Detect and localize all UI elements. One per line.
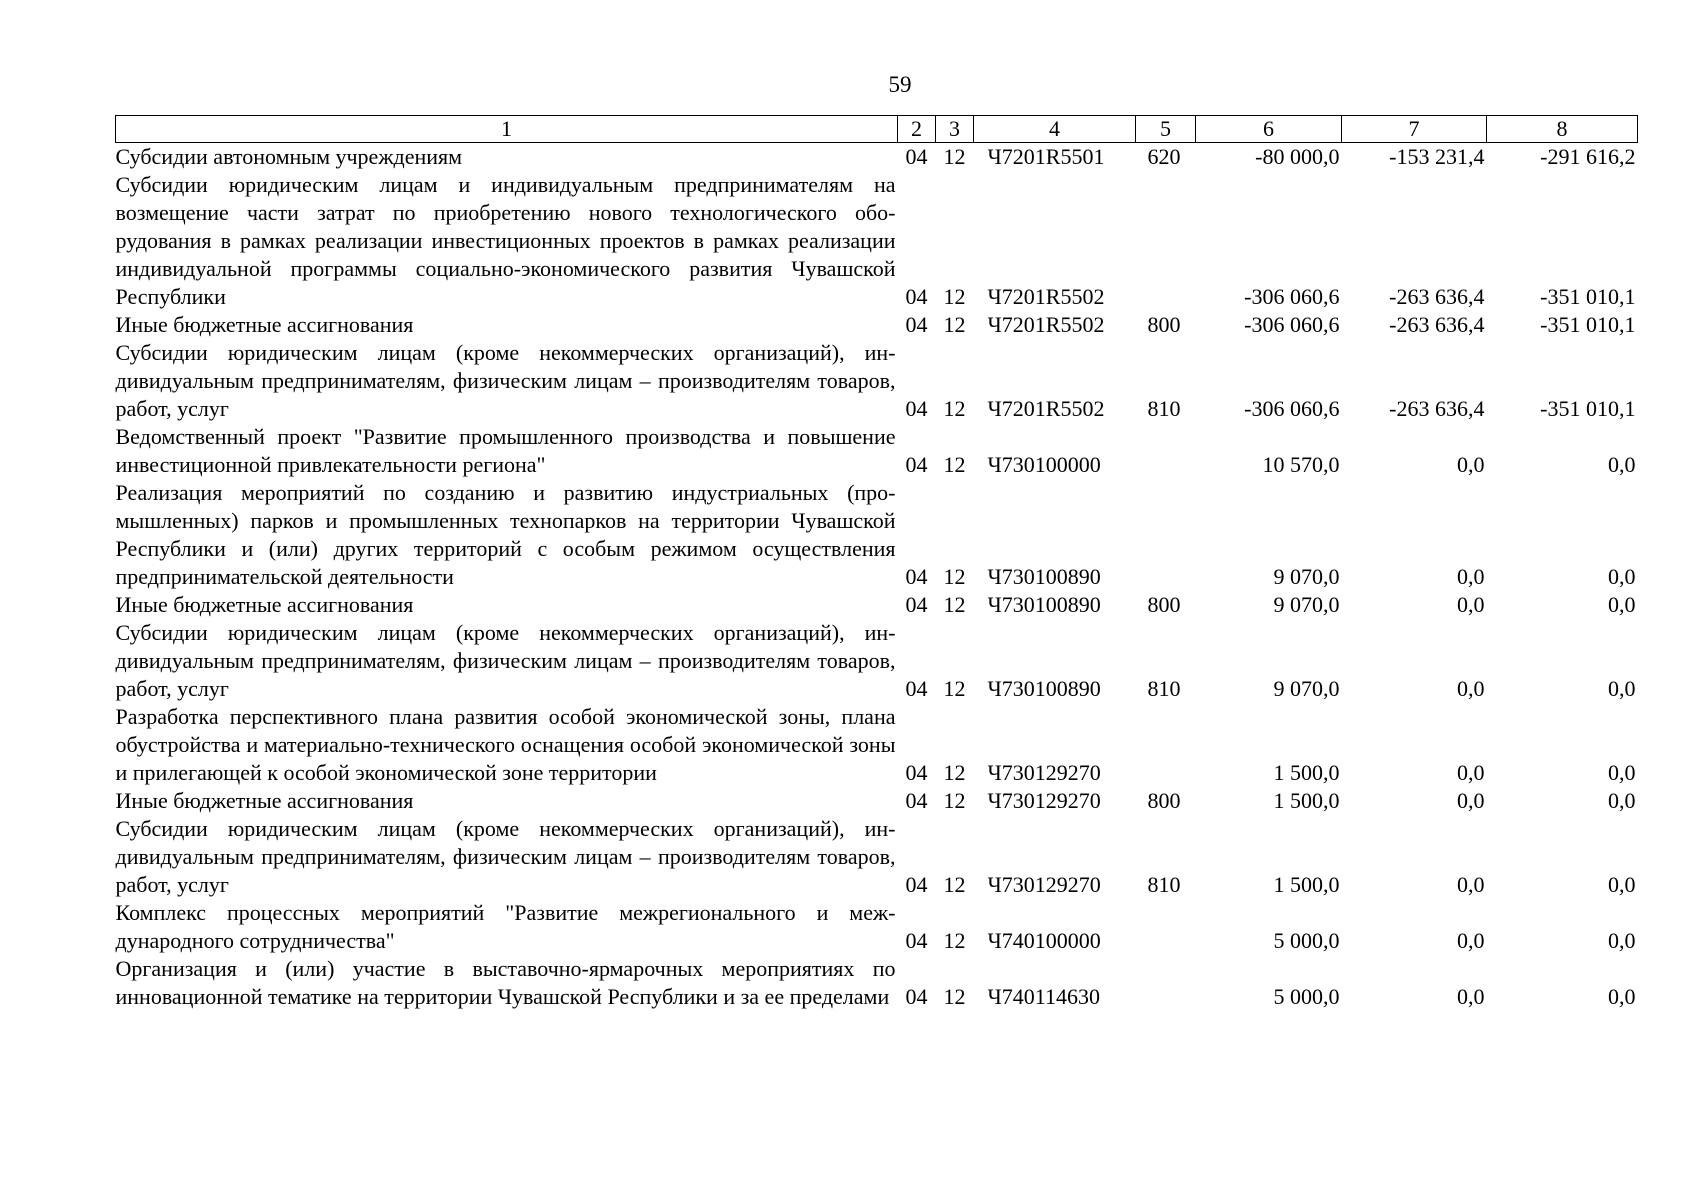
- table-header-row: [116, 116, 1638, 143]
- expense-type-code: [1136, 423, 1196, 479]
- table-row: [116, 815, 1638, 899]
- target-article-code: Ч730100890: [987, 676, 1101, 701]
- amount-col-6: 1 500,0: [1273, 872, 1340, 897]
- amount-col-7: 0,0: [1457, 788, 1485, 813]
- row-name: Иные бюджетные ассигнования: [115, 788, 414, 813]
- row-name: Реализация мероприятий по созданию и развитию индустриальных (промышленных) парков и промышленных технопарков на территории Чувашской Республики и (или) других территорий с особым режимом осуществления предпринимательской деятельности: [115, 480, 896, 589]
- amount-col-6: 9 070,0: [1273, 564, 1340, 589]
- amount-col-7: -263 636,4: [1389, 284, 1485, 309]
- target-article-code: Ч730129270: [987, 760, 1101, 785]
- section-code: 04: [905, 676, 928, 701]
- subsection-code: 12: [943, 452, 966, 477]
- amount-col-8: 0,0: [1608, 564, 1636, 589]
- section-code: 04: [905, 452, 928, 477]
- table-row: [116, 899, 1638, 955]
- expense-type-code: 800: [1147, 788, 1181, 813]
- amount-col-6: 1 500,0: [1273, 788, 1340, 813]
- page-number: 59: [888, 72, 912, 97]
- expense-type-code: 620: [1147, 144, 1181, 169]
- subsection-code: 12: [943, 564, 966, 589]
- row-name: Организация и (или) участие в выставочно-ярмарочных мероприятиях по инновационной тематике на территории Чувашской Республики и за ее пределами: [115, 956, 896, 1009]
- amount-col-6: -306 060,6: [1244, 396, 1340, 421]
- target-article-code: Ч7201R5502: [987, 312, 1105, 337]
- amount-col-6: 10 570,0: [1262, 452, 1340, 477]
- target-article-code: Ч7201R5502: [987, 396, 1105, 421]
- section-code: 04: [905, 396, 928, 421]
- target-article-code: Ч730100890: [987, 564, 1101, 589]
- amount-col-7: 0,0: [1457, 984, 1485, 1009]
- amount-col-7: 0,0: [1457, 452, 1485, 477]
- amount-col-6: -306 060,6: [1244, 312, 1340, 337]
- expense-type-code: 810: [1147, 872, 1181, 897]
- expense-type-code: 800: [1147, 592, 1181, 617]
- section-code: 04: [905, 592, 928, 617]
- amount-col-8: 0,0: [1608, 676, 1636, 701]
- amount-col-7: -153 231,4: [1389, 144, 1485, 169]
- subsection-code: 12: [943, 872, 966, 897]
- expense-type-code: [1136, 479, 1196, 591]
- subsection-code: 12: [943, 592, 966, 617]
- section-code: 04: [905, 312, 928, 337]
- target-article-code: Ч740114630: [987, 984, 1100, 1009]
- section-code: 04: [905, 788, 928, 813]
- subsection-code: 12: [943, 144, 966, 169]
- amount-col-7: 0,0: [1457, 928, 1485, 953]
- expense-type-code: 810: [1147, 676, 1181, 701]
- amount-col-7: -263 636,4: [1389, 312, 1485, 337]
- row-name: Иные бюджетные ассигнования: [115, 312, 414, 337]
- amount-col-8: 0,0: [1608, 788, 1636, 813]
- target-article-code: Ч730100890: [987, 592, 1101, 617]
- amount-col-8: 0,0: [1608, 872, 1636, 897]
- amount-col-6: 9 070,0: [1273, 592, 1340, 617]
- subsection-code: 12: [943, 928, 966, 953]
- amount-col-7: 0,0: [1457, 872, 1485, 897]
- target-article-code: Ч730129270: [987, 788, 1101, 813]
- amount-col-8: 0,0: [1608, 452, 1636, 477]
- table-row: [116, 143, 1638, 172]
- target-article-code: Ч7201R5502: [987, 284, 1105, 309]
- amount-col-7: 0,0: [1457, 760, 1485, 785]
- subsection-code: 12: [943, 760, 966, 785]
- row-name: Иные бюджетные ассигнования: [115, 592, 414, 617]
- amount-col-6: 5 000,0: [1273, 928, 1340, 953]
- column-header: 4: [974, 116, 1136, 143]
- expense-type-code: 800: [1147, 312, 1181, 337]
- subsection-code: 12: [943, 396, 966, 421]
- table-row: [116, 423, 1638, 479]
- section-code: 04: [905, 284, 928, 309]
- row-name: Разработка перспективного плана развития особой экономической зоны, плана обустройства и материально-технического оснащения особой экономической зоны и прилегающей к особой экономической зоне территории: [115, 704, 896, 785]
- subsection-code: 12: [943, 676, 966, 701]
- column-header: 6: [1196, 116, 1342, 143]
- target-article-code: Ч730100000: [987, 452, 1101, 477]
- amount-col-8: -291 616,2: [1540, 144, 1636, 169]
- row-name: Субсидии юридическим лицам (кроме некоммерческих организаций), индивидуальным предпринимателям, физическим лицам – производителям товаров, работ, услуг: [115, 816, 896, 897]
- row-name: Субсидии юридическим лицам и индивидуальным предпринимателям на возмещение части затрат по приобретению нового технологического оборудования в рамках реализации инвестиционных проектов в рамках реализации индивидуальной программы социально-экономического развития Чувашской Республики: [115, 172, 896, 309]
- amount-col-8: -351 010,1: [1540, 396, 1636, 421]
- table-row: [116, 703, 1638, 787]
- amount-col-8: 0,0: [1608, 984, 1636, 1009]
- table-row: [116, 787, 1638, 815]
- target-article-code: Ч740100000: [987, 928, 1101, 953]
- subsection-code: 12: [943, 788, 966, 813]
- amount-col-7: 0,0: [1457, 592, 1485, 617]
- column-header: 8: [1487, 116, 1638, 143]
- row-name: Субсидии юридическим лицам (кроме некоммерческих организаций), индивидуальным предпринимателям, физическим лицам – производителям товаров, работ, услуг: [115, 620, 896, 701]
- table-row: [116, 619, 1638, 703]
- amount-col-8: 0,0: [1608, 760, 1636, 785]
- amount-col-8: -351 010,1: [1540, 312, 1636, 337]
- section-code: 04: [905, 984, 928, 1009]
- amount-col-6: -80 000,0: [1255, 144, 1340, 169]
- row-name: Ведомственный проект "Развитие промышленного производства и повышение инвестиционной привлекательности региона": [115, 424, 896, 477]
- amount-col-8: 0,0: [1608, 592, 1636, 617]
- amount-col-6: -306 060,6: [1244, 284, 1340, 309]
- subsection-code: 12: [943, 312, 966, 337]
- column-header: 5: [1136, 116, 1196, 143]
- section-code: 04: [905, 928, 928, 953]
- subsection-code: 12: [943, 284, 966, 309]
- amount-col-7: 0,0: [1457, 564, 1485, 589]
- amount-col-6: 5 000,0: [1273, 984, 1340, 1009]
- row-name: Субсидии юридическим лицам (кроме некоммерческих организаций), индивидуальным предпринимателям, физическим лицам – производителям товаров, работ, услуг: [115, 340, 896, 421]
- table-row: [116, 171, 1638, 311]
- target-article-code: Ч7201R5501: [987, 144, 1105, 169]
- amount-col-7: 0,0: [1457, 676, 1485, 701]
- amount-col-8: -351 010,1: [1540, 284, 1636, 309]
- expense-type-code: [1136, 899, 1196, 955]
- column-header: 7: [1342, 116, 1487, 143]
- table-row: [116, 955, 1638, 1011]
- expense-type-code: [1136, 703, 1196, 787]
- amount-col-6: 9 070,0: [1273, 676, 1340, 701]
- row-name: Субсидии автономным учреждениям: [115, 144, 463, 169]
- budget-table: [115, 115, 1638, 1011]
- amount-col-7: -263 636,4: [1389, 396, 1485, 421]
- target-article-code: Ч730129270: [987, 872, 1101, 897]
- amount-col-8: 0,0: [1608, 928, 1636, 953]
- expense-type-code: 810: [1147, 396, 1181, 421]
- table-row: [116, 339, 1638, 423]
- section-code: 04: [905, 872, 928, 897]
- subsection-code: 12: [943, 984, 966, 1009]
- section-code: 04: [905, 564, 928, 589]
- table-row: [116, 591, 1638, 619]
- table-row: [116, 479, 1638, 591]
- amount-col-6: 1 500,0: [1273, 760, 1340, 785]
- section-code: 04: [905, 760, 928, 785]
- section-code: 04: [905, 144, 928, 169]
- expense-type-code: [1136, 955, 1196, 1011]
- column-header: 2: [898, 116, 936, 143]
- column-header: 3: [936, 116, 974, 143]
- expense-type-code: [1136, 171, 1196, 311]
- row-name: Комплекс процессных мероприятий "Развитие межрегионального и международного сотрудничества": [115, 900, 896, 953]
- column-header: 1: [116, 116, 898, 143]
- table-row: [116, 311, 1638, 339]
